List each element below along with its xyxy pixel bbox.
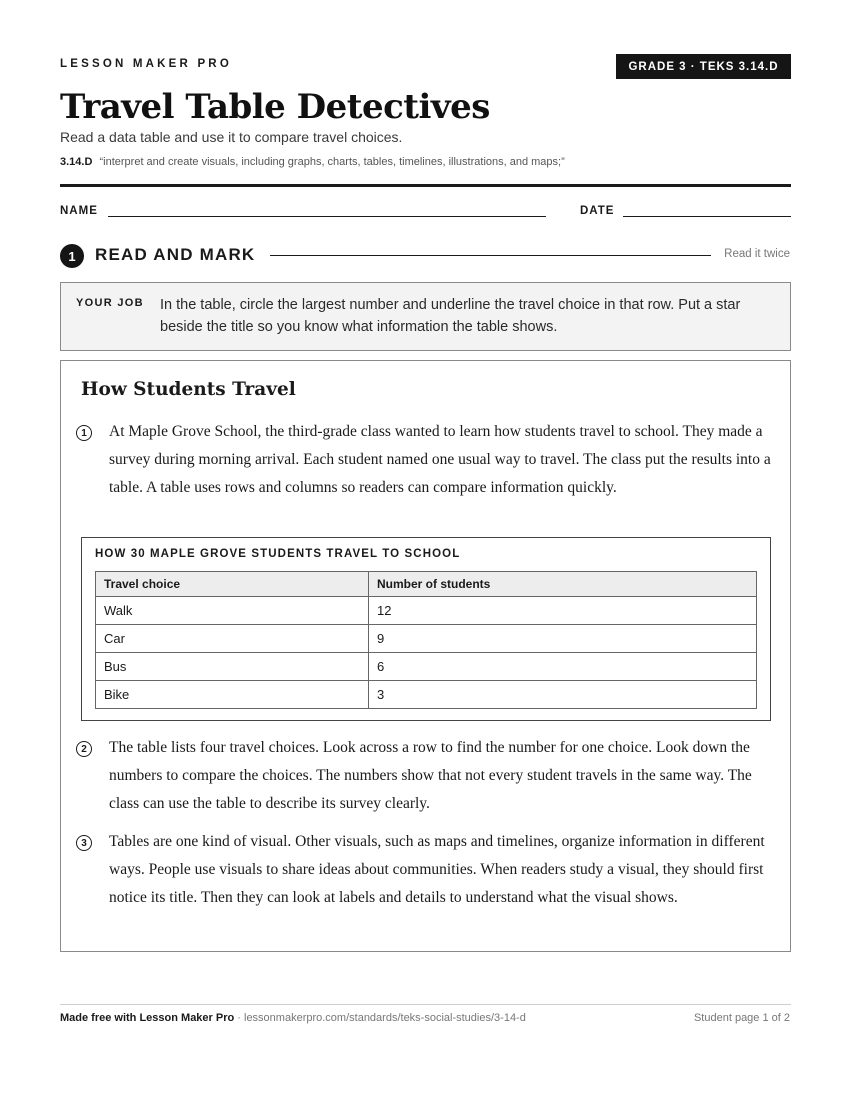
page-subtitle: Read a data table and use it to compare travel choices. <box>60 129 403 145</box>
table-cell: Bike <box>96 681 369 709</box>
paragraph-text: The table lists four travel choices. Look across a row to find the number for one choice. Look down the numbers to compare the choices. The numbers show that not every student travels in the same way. The class can use the table to describe its survey clearly. <box>109 739 752 812</box>
table-cell: Car <box>96 625 369 653</box>
column-header: Travel choice <box>96 572 369 597</box>
table-cell: 9 <box>369 625 757 653</box>
paragraph-number: 2 <box>76 741 92 757</box>
table-row <box>96 597 757 625</box>
footer-url[interactable]: · lessonmakerpro.com/standards/teks-social-studies/3-14-d <box>234 1012 526 1024</box>
job-box <box>60 282 791 351</box>
table-cell: Walk <box>96 597 369 625</box>
footer-credit <box>60 1012 526 1024</box>
reading-passage <box>60 360 791 952</box>
job-instructions: In the table, circle the largest number and underline the travel choice in that row. Put a star beside the title so you know what information the table shows. <box>160 297 741 335</box>
section-note: Read it twice <box>724 248 790 260</box>
paragraph-2 <box>76 740 776 818</box>
header-divider <box>60 184 791 187</box>
section-title: READ AND MARK <box>95 245 256 264</box>
paragraph-text: Tables are one kind of visual. Other visuals, such as maps and timelines, organize information in different ways. People use visuals to share ideas about communities. When readers study a visual, they should first notice its title. Then they can look at labels and details to understand what the visual shows. <box>109 833 765 906</box>
travel-table <box>95 571 757 709</box>
table-row <box>96 625 757 653</box>
page-title: Travel Table Detectives <box>60 87 490 127</box>
table-caption: HOW 30 MAPLE GROVE STUDENTS TRAVEL TO SCHOOL <box>95 548 461 560</box>
table-cell: 12 <box>369 597 757 625</box>
standard-code: 3.14.D <box>60 156 93 168</box>
date-field[interactable] <box>623 216 791 217</box>
section-number-badge: 1 <box>60 244 84 268</box>
column-header: Number of students <box>369 572 757 597</box>
table-row <box>96 681 757 709</box>
table-header-row <box>96 572 757 597</box>
paragraph-3 <box>76 834 776 912</box>
table-row <box>96 653 757 681</box>
paragraph-number: 1 <box>76 425 92 441</box>
standard-line <box>60 156 565 168</box>
paragraph-text: At Maple Grove School, the third-grade class wanted to learn how students travel to school. They made a survey during morning arrival. Each student named one usual way to travel. The class put the results into a table. A table uses rows and columns so readers can compare information quickly. <box>109 423 771 496</box>
brand-name: LESSON MAKER PRO <box>60 58 232 70</box>
reading-title: How Students Travel <box>81 379 296 400</box>
name-field[interactable] <box>108 216 546 217</box>
footer-page-number: Student page 1 of 2 <box>693 1012 790 1024</box>
date-label: DATE <box>580 205 615 217</box>
data-table-frame <box>81 537 771 721</box>
paragraph-number: 3 <box>76 835 92 851</box>
standard-text: “interpret and create visuals, including graphs, charts, tables, timelines, illustrations, and maps;” <box>99 156 565 168</box>
grade-badge: GRADE 3 · TEKS 3.14.D <box>616 54 791 79</box>
job-label: YOUR JOB <box>76 297 144 309</box>
section-divider <box>270 255 711 256</box>
table-cell: 6 <box>369 653 757 681</box>
name-label: NAME <box>60 205 98 217</box>
table-cell: Bus <box>96 653 369 681</box>
footer-made-with: Made free with Lesson Maker Pro <box>60 1012 235 1024</box>
footer-divider <box>60 1004 791 1005</box>
table-cell: 3 <box>369 681 757 709</box>
paragraph-1 <box>76 424 776 502</box>
